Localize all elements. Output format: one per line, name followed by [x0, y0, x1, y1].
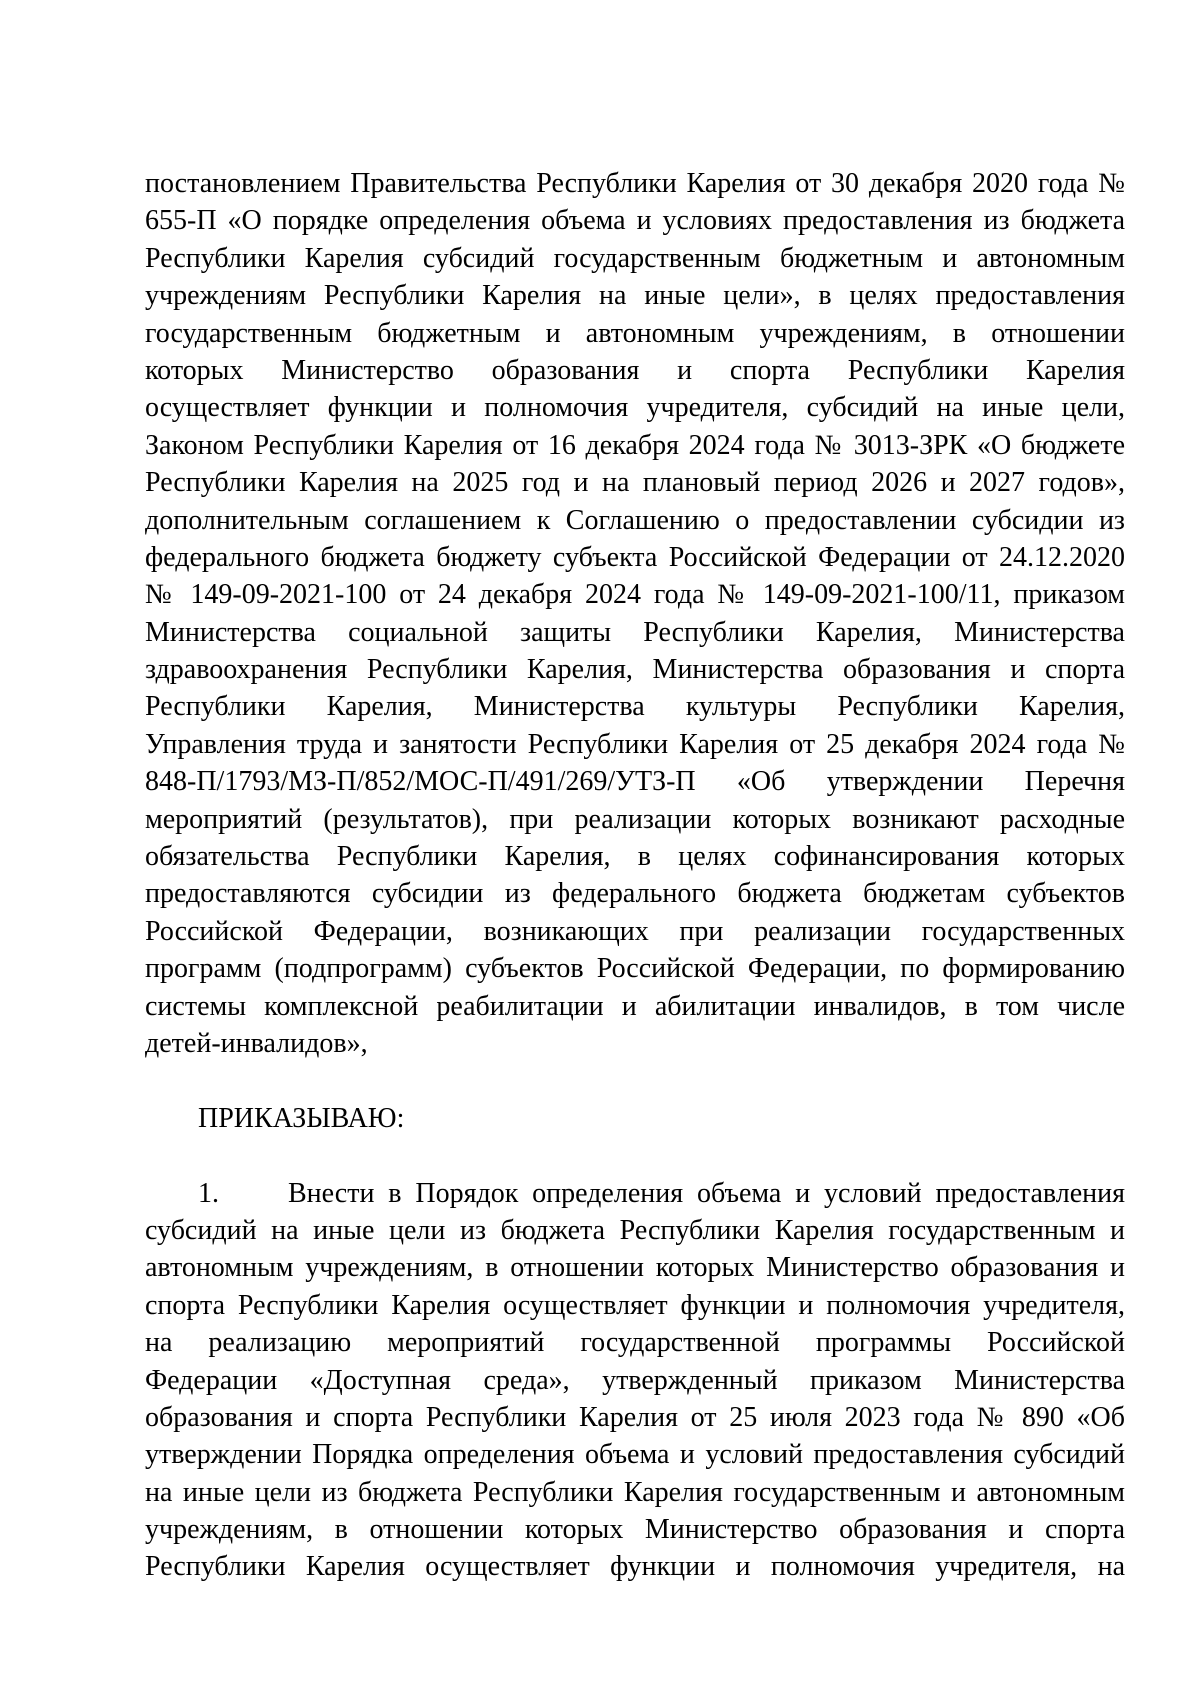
text-line: № 149-09-2021-100 от 24 декабря 2024 года № 149-09-2021-100/11, приказом — [145, 579, 1125, 611]
text-line: на реализацию мероприятий государственной программы Российской — [145, 1327, 1125, 1359]
text-line: предоставляются субсидии из федерального бюджета бюджетам субъектов — [145, 878, 1125, 910]
text-line: на иные цели из бюджета Республики Карелия государственным и автономным — [145, 1476, 1125, 1508]
text-line: федерального бюджета бюджету субъекта Российской Федерации от 24.12.2020 — [145, 541, 1125, 573]
text-line: осуществляет функции и полномочия учредителя, субсидий на иные цели, — [145, 392, 1125, 424]
text-line: субсидий на иные цели из бюджета Республики Карелия государственным и — [145, 1214, 1125, 1246]
text-line: дополнительным соглашением к Соглашению о предоставлении субсидии из — [145, 504, 1125, 536]
text-line: мероприятий (результатов), при реализации которых возникают расходные — [145, 803, 1125, 835]
text-line: детей-инвалидов», — [145, 1027, 368, 1059]
text-line: системы комплексной реабилитации и абилитации инвалидов, в том числе — [145, 990, 1125, 1022]
preamble-paragraph — [145, 165, 1125, 1062]
text-line: постановлением Правительства Республики Карелия от 30 декабря 2020 года № — [145, 168, 1125, 199]
order-heading: ПРИКАЗЫВАЮ: — [198, 1102, 405, 1134]
text-line: утверждении Порядка определения объема и условий предоставления субсидий — [145, 1439, 1125, 1471]
paragraph-gap — [145, 1062, 1125, 1099]
text-line: Законом Республики Карелия от 16 декабря 2024 года № 3013-ЗРК «О бюджете — [145, 429, 1125, 461]
text-line: Министерства социальной защиты Республики Карелия, Министерства — [145, 616, 1125, 648]
text-line: спорта Республики Карелия осуществляет функции и полномочия учредителя, — [145, 1289, 1125, 1321]
text-line: Республики Карелия субсидий государственным бюджетным и автономным — [145, 242, 1125, 274]
text-line: обязательства Республики Карелия, в целях софинансирования которых — [145, 841, 1125, 873]
text-line: Управления труда и занятости Республики Карелия от 25 декабря 2024 года № — [145, 728, 1125, 760]
text-line: автономным учреждениям, в отношении которых Министерство образования и — [145, 1252, 1125, 1284]
text-line: которых Министерство образования и спорта Республики Карелия — [145, 354, 1125, 386]
item-number: 1. — [198, 1177, 219, 1209]
item-first-line — [145, 1175, 1125, 1212]
order-item-1 — [145, 1175, 1125, 1586]
text-line: образования и спорта Республики Карелия от 25 июля 2023 года № 890 «Об — [145, 1401, 1125, 1433]
text-line: Республики Карелия, Министерства культуры Республики Карелия, — [145, 691, 1125, 723]
item-first-text: Внести в Порядок определения объема и условий предоставления — [288, 1177, 1125, 1209]
text-line: Федерации «Доступная среда», утвержденный приказом Министерства — [145, 1364, 1125, 1396]
paragraph-gap — [145, 1137, 1125, 1174]
text-line: программ (подпрограмм) субъектов Российской Федерации, по формированию — [145, 953, 1125, 985]
text-line: учреждениям Республики Карелия на иные цели», в целях предоставления — [145, 280, 1125, 312]
text-line: государственным бюджетным и автономным учреждениям, в отношении — [145, 317, 1125, 349]
document-body — [145, 165, 1125, 1586]
text-line: 848-П/1793/МЗ-П/852/МОС-П/491/269/УТЗ-П «Об утверждении Перечня — [145, 766, 1125, 798]
text-line: 655-П «О порядке определения объема и условиях предоставления из бюджета — [145, 205, 1125, 237]
text-line: Российской Федерации, возникающих при реализации государственных — [145, 915, 1125, 947]
text-line: здравоохранения Республики Карелия, Министерства образования и спорта — [145, 654, 1125, 686]
text-line: Республики Карелия осуществляет функции и полномочия учредителя, на — [145, 1551, 1125, 1583]
text-line: Республики Карелия на 2025 год и на плановый период 2026 и 2027 годов», — [145, 467, 1125, 499]
text-line: учреждениям, в отношении которых Министерство образования и спорта — [145, 1514, 1125, 1546]
